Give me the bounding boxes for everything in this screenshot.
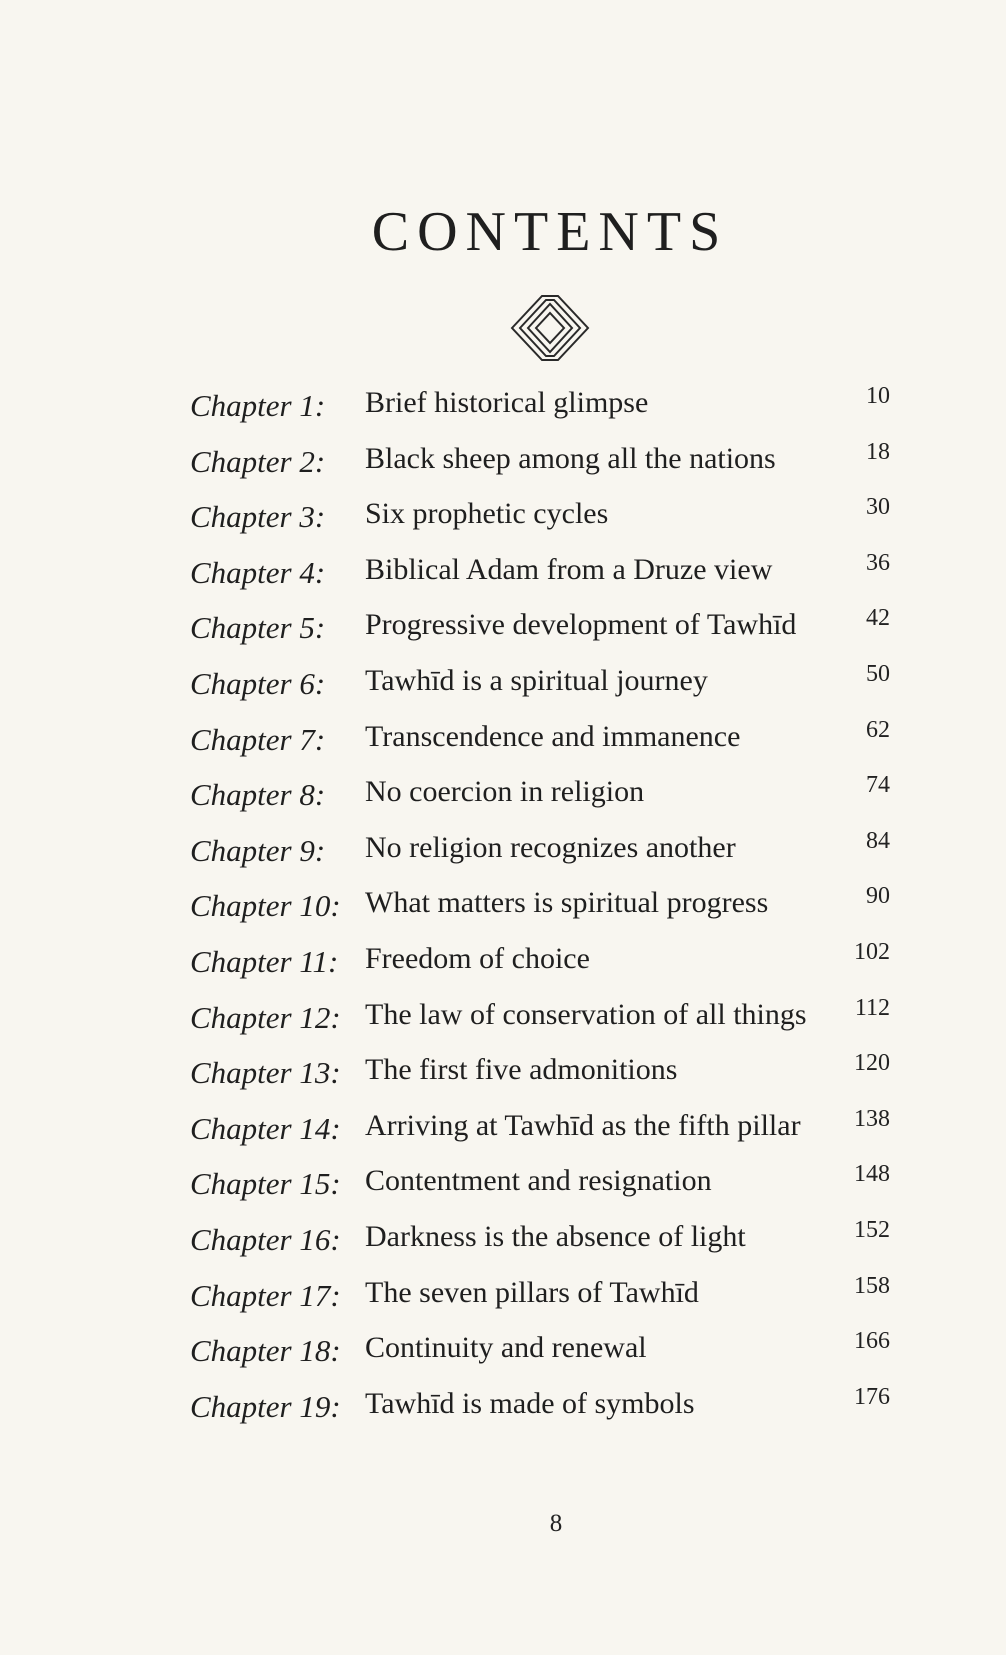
chapter-page-number: 152 [854, 1216, 890, 1243]
chapter-page-number: 50 [866, 660, 890, 687]
chapter-label: Chapter 2: [190, 443, 326, 479]
chapter-page-number: 74 [866, 772, 890, 799]
toc-entry[interactable] [190, 438, 950, 494]
chapter-label: Chapter 1: [190, 388, 326, 423]
chapter-label: Chapter 7: [190, 721, 326, 757]
chapter-title: Darkness is the absence of light [365, 1219, 746, 1253]
chapter-page-number: 158 [854, 1272, 890, 1299]
chapter-label: Chapter 4: [190, 554, 326, 590]
toc-entry[interactable] [190, 994, 950, 1050]
chapter-page-number: 148 [854, 1161, 890, 1188]
chapter-title: Transcendence and immanence [365, 719, 741, 753]
chapter-label: Chapter 15: [190, 1166, 341, 1202]
chapter-page-number: 10 [866, 383, 890, 409]
chapter-page-number: 102 [854, 938, 890, 965]
chapter-title: Biblical Adam from a Druze view [365, 552, 773, 586]
chapter-title: What matters is spiritual progress [365, 886, 769, 920]
chapter-page-number: 166 [854, 1328, 890, 1355]
chapter-label: Chapter 19: [190, 1388, 341, 1424]
chapter-label: Chapter 16: [190, 1221, 341, 1257]
chapter-title: Freedom of choice [365, 941, 590, 975]
chapter-label: Chapter 3: [190, 499, 326, 535]
chapter-page-number: 42 [866, 605, 890, 632]
chapter-page-number: 176 [854, 1383, 890, 1410]
chapter-label: Chapter 6: [190, 665, 326, 701]
chapter-title: Six prophetic cycles [365, 497, 609, 531]
chapter-label: Chapter 5: [190, 610, 326, 646]
chapter-page-number: 84 [866, 827, 890, 854]
toc-entry[interactable] [190, 660, 950, 716]
toc-entry[interactable] [190, 882, 950, 938]
toc-entry[interactable] [190, 493, 950, 549]
toc-entry[interactable] [190, 382, 950, 438]
page-title: CONTENTS [371, 201, 729, 263]
nested-diamond-ornament-icon [500, 295, 600, 361]
chapter-page-number: 36 [866, 549, 890, 576]
chapter-title: Brief historical glimpse [365, 386, 649, 419]
chapter-title: Black sheep among all the nations [365, 441, 776, 475]
chapter-page-number: 138 [854, 1105, 890, 1132]
chapter-title: No coercion in religion [365, 775, 645, 809]
chapter-title: The first five admonitions [365, 1053, 678, 1087]
toc-entry[interactable] [190, 938, 950, 994]
toc-entry[interactable] [190, 549, 950, 605]
toc-entry[interactable] [190, 1105, 950, 1161]
toc-entry[interactable] [190, 716, 950, 772]
toc-entry[interactable] [190, 827, 950, 883]
chapter-page-number: 120 [854, 1050, 890, 1077]
chapter-title: The seven pillars of Tawhīd [365, 1275, 699, 1309]
chapter-label: Chapter 12: [190, 999, 341, 1035]
toc-entry[interactable] [190, 1216, 950, 1272]
chapter-page-number: 30 [866, 494, 890, 521]
toc-entry[interactable] [190, 1383, 950, 1439]
toc-entry[interactable] [190, 1327, 950, 1383]
chapter-title: Continuity and renewal [365, 1331, 647, 1365]
chapter-label: Chapter 13: [190, 1055, 341, 1091]
chapter-page-number: 18 [866, 438, 890, 465]
chapter-label: Chapter 9: [190, 832, 326, 868]
chapter-label: Chapter 11: [190, 943, 339, 979]
toc-entry[interactable] [190, 771, 950, 827]
toc-entry[interactable] [190, 604, 950, 660]
chapter-label: Chapter 14: [190, 1110, 341, 1146]
table-of-contents [190, 382, 950, 1438]
chapter-title: Tawhīd is made of symbols [365, 1386, 695, 1420]
chapter-title: Tawhīd is a spiritual journey [365, 663, 708, 697]
chapter-title: Progressive development of Tawhīd [365, 608, 797, 642]
chapter-title: Arriving at Tawhīd as the fifth pillar [365, 1108, 801, 1142]
chapter-page-number: 112 [854, 994, 890, 1021]
chapter-page-number: 62 [866, 716, 890, 743]
chapter-page-number: 90 [866, 883, 890, 910]
toc-entry[interactable] [190, 1049, 950, 1105]
chapter-title: No religion recognizes another [365, 830, 736, 864]
chapter-label: Chapter 10: [190, 888, 341, 924]
chapter-label: Chapter 8: [190, 777, 326, 813]
chapter-label: Chapter 18: [190, 1333, 341, 1369]
toc-entry[interactable] [190, 1272, 950, 1328]
toc-entry[interactable] [190, 1160, 950, 1216]
chapter-title: Contentment and resignation [365, 1164, 712, 1198]
chapter-title: The law of conservation of all things [365, 997, 807, 1031]
page-number: 8 [549, 1510, 563, 1537]
chapter-label: Chapter 17: [190, 1277, 341, 1313]
